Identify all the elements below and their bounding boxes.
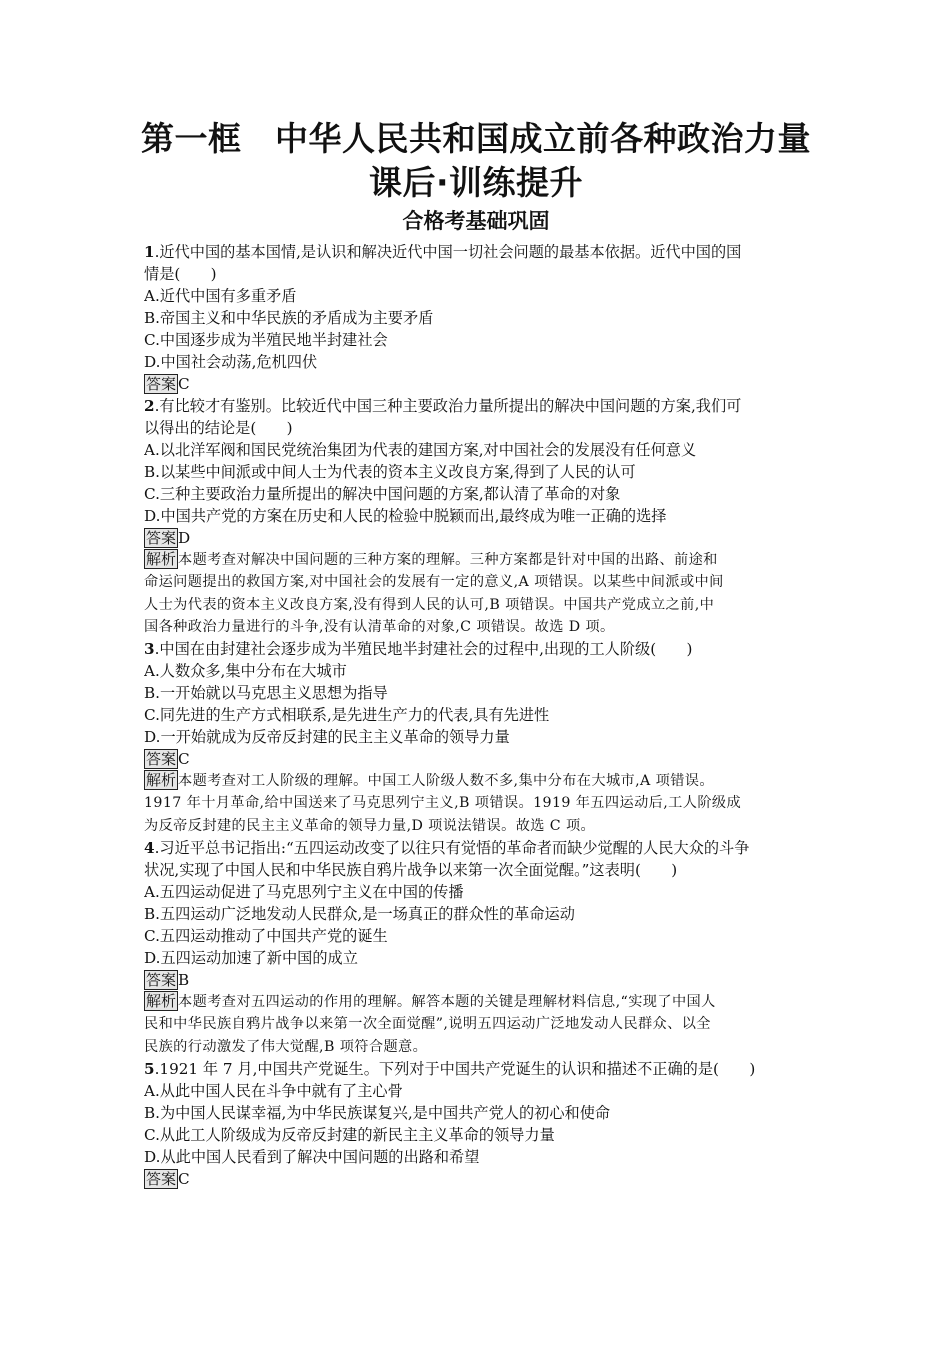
option-c: C.三种主要政治力量所提出的解决中国问题的方案,都认清了革命的对象 bbox=[144, 485, 621, 503]
analysis-tag: 解析 bbox=[146, 550, 177, 568]
option-c: C.五四运动推动了中国共产党的诞生 bbox=[144, 927, 388, 946]
question-3 bbox=[144, 638, 812, 837]
option-a: A.人数众多,集中分布在大城市 bbox=[144, 662, 347, 681]
answer-line bbox=[144, 969, 812, 991]
option-b: B.五四运动广泛地发动人民群众,是一场真正的群众性的革命运动 bbox=[144, 905, 575, 924]
analysis-line: 命运问题提出的救国方案,对中国社会的发展有一定的意义,A 项错误。以某些中间派或中间 bbox=[144, 574, 724, 591]
answer-value: C bbox=[178, 1169, 190, 1188]
analysis-line: 解析 本题考查对解决中国问题的三种方案的理解。三种方案都是针对中国的出路、前途和 bbox=[146, 550, 718, 568]
answer-line bbox=[144, 1168, 812, 1190]
analysis-tag: 解析 bbox=[146, 992, 177, 1011]
answer-line bbox=[144, 748, 812, 770]
section-heading: 合格考基础巩固 bbox=[402, 209, 550, 233]
analysis-line: 解析 本题考查对五四运动的作用的理解。解答本题的关键是理解材料信息,“实现了中国人 bbox=[146, 992, 716, 1011]
question-list bbox=[144, 241, 812, 1190]
answer-tag: 答案 bbox=[146, 971, 177, 990]
question-stem: 3.中国在由封建社会逐步成为半殖民地半封建社会的过程中,出现的工人阶级( ) bbox=[144, 640, 693, 659]
answer-tag: 答案 bbox=[146, 750, 177, 769]
answer-line bbox=[144, 373, 812, 395]
answer-value: B bbox=[178, 971, 190, 990]
analysis-tag: 解析 bbox=[146, 771, 177, 790]
option-b: B.一开始就以马克思主义思想为指导 bbox=[144, 684, 388, 703]
option-b: B.帝国主义和中华民族的矛盾成为主要矛盾 bbox=[144, 309, 434, 327]
option-d: D.从此中国人民看到了解决中国问题的出路和希望 bbox=[144, 1147, 480, 1166]
answer-value: C bbox=[178, 375, 190, 393]
answer-tag: 答案 bbox=[146, 1169, 177, 1188]
analysis-line: 国各种政治力量进行的斗争,没有认清革命的对象,C 项错误。故选 D 项。 bbox=[144, 618, 615, 635]
question-2 bbox=[144, 395, 812, 638]
answer-value: C bbox=[178, 750, 190, 769]
page-title: 第一框 中华人民共和国成立前各种政治力量 bbox=[141, 119, 811, 158]
analysis-line: 1917 年十月革命,给中国送来了马克思列宁主义,B 项错误。1919 年五四运动后,工人阶级成 bbox=[144, 795, 742, 812]
option-c: C.中国逐步成为半殖民地半封建社会 bbox=[144, 331, 388, 349]
answer-tag: 答案 bbox=[146, 375, 177, 393]
question-stem: 状况,实现了中国人民和中华民族自鸦片战争以来第一次全面觉醒。”这表明( ) bbox=[144, 861, 678, 880]
page-subtitle: 课后·训练提升 bbox=[368, 163, 584, 202]
question-stem: 以得出的结论是( ) bbox=[144, 419, 293, 437]
option-c: C.同先进的生产方式相联系,是先进生产力的代表,具有先进性 bbox=[144, 706, 550, 725]
analysis-line: 民和中华民族自鸦片战争以来第一次全面觉醒”,说明五四运动广泛地发动人民群众、以全 bbox=[144, 1016, 711, 1033]
option-b: B.以某些中间派或中间人士为代表的资本主义改良方案,得到了人民的认可 bbox=[144, 463, 636, 481]
option-d: D.中国社会动荡,危机四伏 bbox=[144, 353, 318, 371]
analysis-line: 民族的行动激发了伟大觉醒,B 项符合题意。 bbox=[144, 1038, 428, 1055]
option-a: A.近代中国有多重矛盾 bbox=[144, 287, 297, 305]
question-stem: 4.习近平总书记指出:“五四运动改变了以往只有觉悟的革命者而缺少觉醒的人民大众的斗争 bbox=[144, 839, 750, 858]
answer-tag: 答案 bbox=[146, 529, 177, 547]
question-stem: 2.有比较才有鉴别。比较近代中国三种主要政治力量所提出的解决中国问题的方案,我们可 bbox=[144, 397, 742, 415]
option-d: D.一开始就成为反帝反封建的民主主义革命的领导力量 bbox=[144, 728, 510, 747]
answer-value: D bbox=[178, 529, 191, 547]
question-stem: 情是( ) bbox=[144, 265, 217, 283]
option-b: B.为中国人民谋幸福,为中华民族谋复兴,是中国共产党人的初心和使命 bbox=[144, 1103, 611, 1122]
analysis-line: 解析 本题考查对工人阶级的理解。中国工人阶级人数不多,集中分布在大城市,A 项错误。 bbox=[146, 771, 714, 790]
option-d: D.五四运动加速了新中国的成立 bbox=[144, 949, 358, 968]
analysis-line: 人士为代表的资本主义改良方案,没有得到人民的认可,B 项错误。中国共产党成立之前,中 bbox=[144, 596, 715, 613]
question-5 bbox=[144, 1058, 812, 1190]
option-a: A.五四运动促进了马克思列宁主义在中国的传播 bbox=[144, 883, 464, 902]
analysis-line: 为反帝反封建的民主主义革命的领导力量,D 项说法错误。故选 C 项。 bbox=[144, 817, 596, 834]
question-1 bbox=[144, 241, 812, 395]
option-d: D.中国共产党的方案在历史和人民的检验中脱颖而出,最终成为唯一正确的选择 bbox=[144, 507, 667, 525]
option-a: A.以北洋军阀和国民党统治集团为代表的建国方案,对中国社会的发展没有任何意义 bbox=[144, 441, 697, 459]
option-c: C.从此工人阶级成为反帝反封建的新民主主义革命的领导力量 bbox=[144, 1125, 555, 1144]
question-4 bbox=[144, 837, 812, 1058]
question-stem: 5.1921 年 7 月,中国共产党诞生。下列对于中国共产党诞生的认识和描述不正确的是( ) bbox=[144, 1059, 756, 1078]
option-a: A.从此中国人民在斗争中就有了主心骨 bbox=[144, 1081, 403, 1100]
question-stem: 1.近代中国的基本国情,是认识和解决近代中国一切社会问题的最基本依据。近代中国的国 bbox=[144, 243, 742, 261]
answer-line bbox=[144, 527, 812, 549]
